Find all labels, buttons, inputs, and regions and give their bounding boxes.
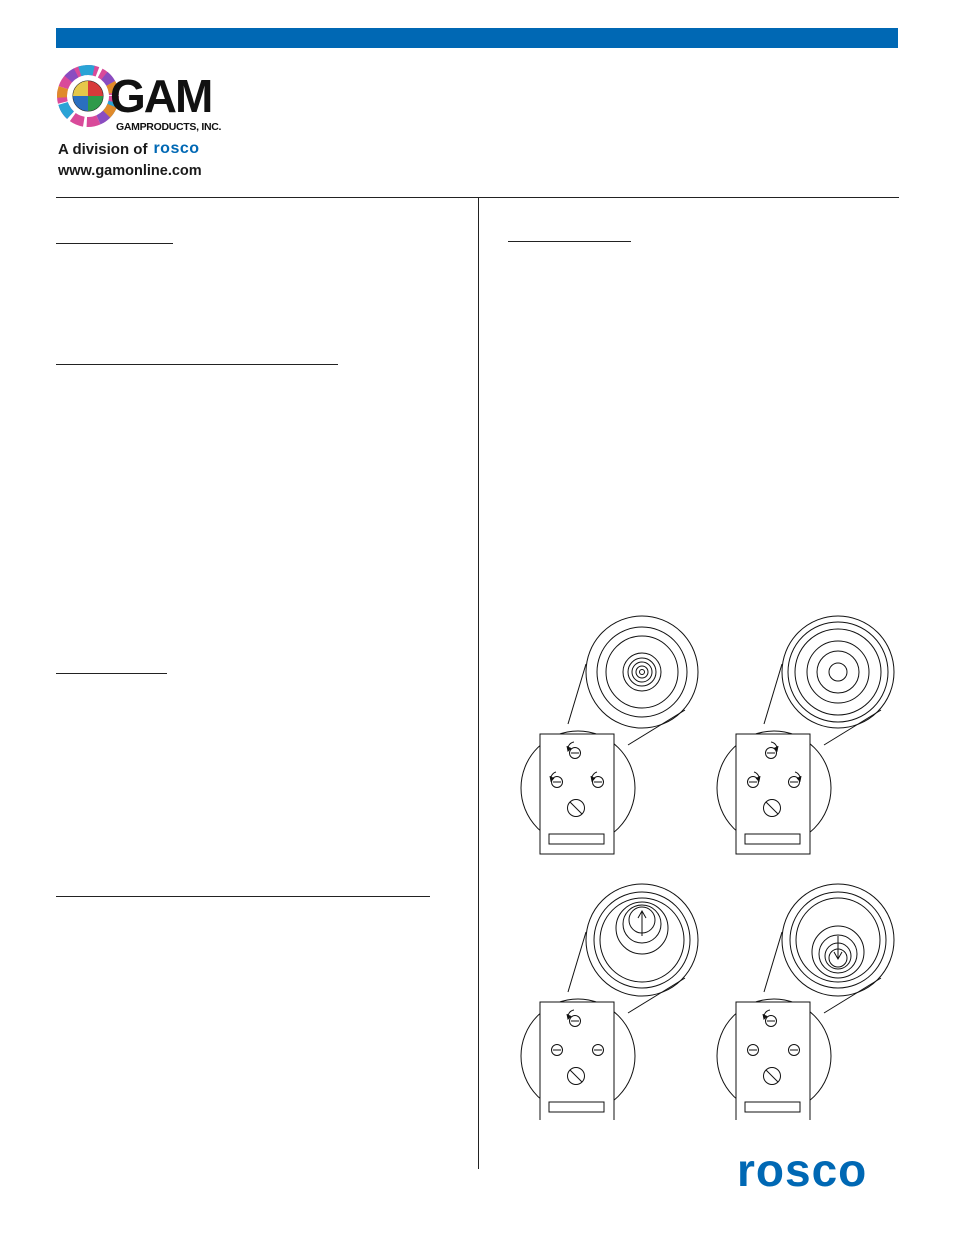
company-name: GAMPRODUCTS, INC. — [116, 121, 222, 133]
rosco-logo — [735, 1148, 905, 1194]
website-url[interactable]: www.gamonline.com — [58, 163, 202, 179]
section-heading-rule-4 — [56, 896, 430, 897]
section-heading-rule-1 — [56, 243, 173, 244]
section-heading-rule-2 — [56, 364, 338, 365]
header-accent-bar — [56, 28, 898, 48]
gam-wordmark: GAM — [110, 70, 212, 122]
rosco-wordmark: rosco — [737, 1148, 868, 1194]
division-line — [58, 140, 200, 158]
gam-logo — [56, 56, 226, 142]
column-divider — [478, 197, 479, 1169]
division-prefix: A division of — [58, 140, 148, 158]
section-heading-rule-5 — [508, 241, 631, 242]
adjustment-diagram-3 — [521, 884, 698, 1120]
adjustment-diagram-4 — [717, 884, 894, 1120]
division-brand: rosco — [153, 140, 200, 157]
adjustment-diagram-1 — [521, 616, 698, 854]
section-heading-rule-3 — [56, 673, 167, 674]
adjustment-diagrams — [515, 610, 905, 1120]
color-wheel-icon — [62, 70, 114, 122]
adjustment-diagram-2 — [717, 616, 894, 854]
